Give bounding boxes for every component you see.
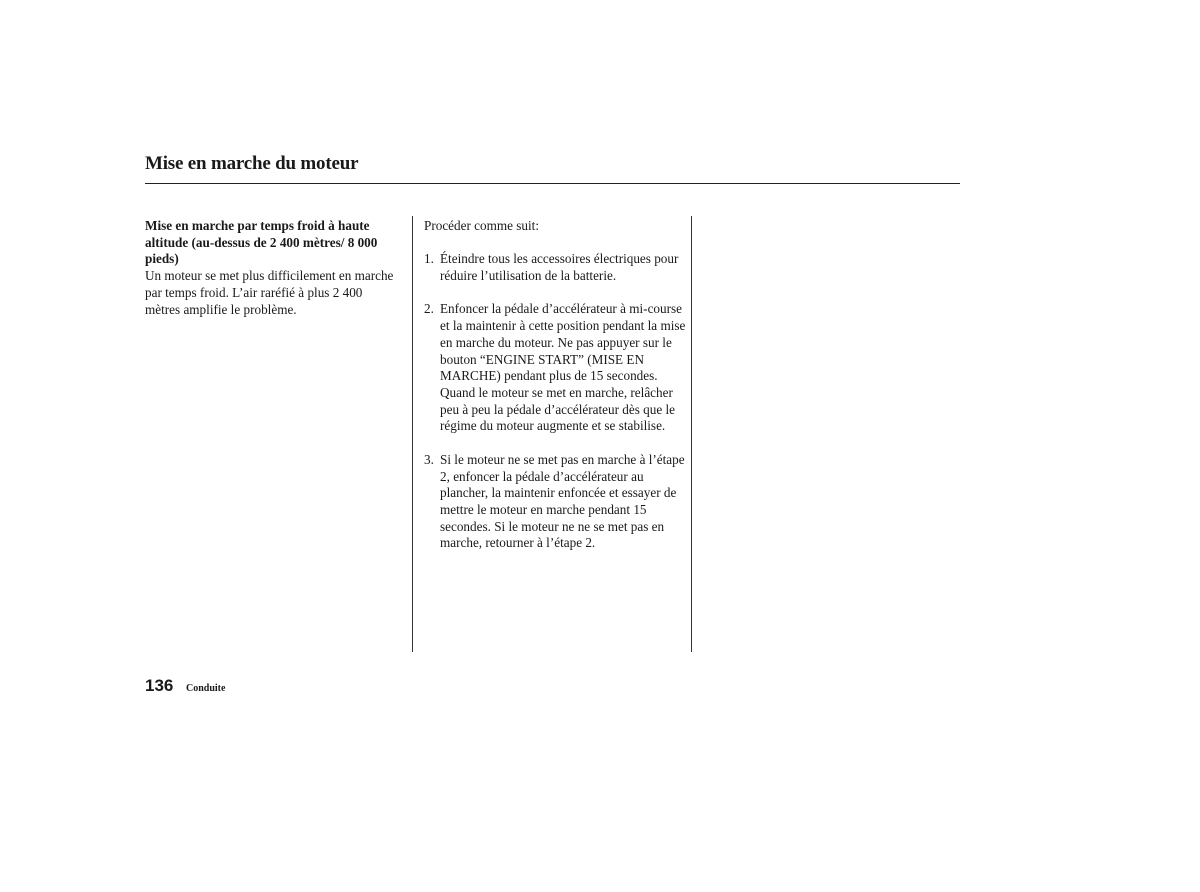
column-divider-right xyxy=(691,216,692,652)
procedure-intro: Procéder comme suit: xyxy=(424,218,539,233)
procedure-steps xyxy=(424,251,686,552)
step-number: 2. xyxy=(424,301,434,317)
column-divider-left xyxy=(412,216,413,652)
step-text: Enfoncer la pédale d’accélérateur à mi-course et la maintenir à cette position pendant la mise en marche du moteur. Ne pas appuyer sur le bouton “ENGINE START” (MISE EN MARCHE) pendant plus de 15 secondes. Quand le moteur se met en marche, relâcher peu à peu la pédale d’accélérateur dès que le régime du moteur augmente et se stabilise. xyxy=(440,301,686,434)
page-title: Mise en marche du moteur xyxy=(145,153,359,174)
step-text: Éteindre tous les accessoires électriques pour réduire l’utilisation de la batterie. xyxy=(440,251,679,284)
right-column xyxy=(424,218,686,569)
left-column xyxy=(145,218,400,318)
procedure-step xyxy=(424,251,686,284)
procedure-step xyxy=(424,452,686,552)
section-heading: Mise en marche par temps froid à haute altitude (au-dessus de 2 400 mètres/ 8 000 pieds) xyxy=(145,218,378,267)
step-number: 3. xyxy=(424,451,434,467)
procedure-step xyxy=(424,301,686,435)
title-divider xyxy=(145,183,960,184)
section-body: Un moteur se met plus difficilement en marche par temps froid. L’air raréfié à plus 2 400 mètres amplifie le problème. xyxy=(145,268,394,317)
page-number: 136 xyxy=(145,676,174,695)
step-text: Si le moteur ne se met pas en marche à l’étape 2, enfoncer la pédale d’accélérateur au plancher, la maintenir enfoncée et essayer de mettre le moteur en marche pendant 15 secondes. Si le moteur ne ne se met pas en marche, retourner à l’étape 2. xyxy=(440,451,685,551)
step-number: 1. xyxy=(424,251,434,267)
section-label: Conduite xyxy=(186,683,226,694)
